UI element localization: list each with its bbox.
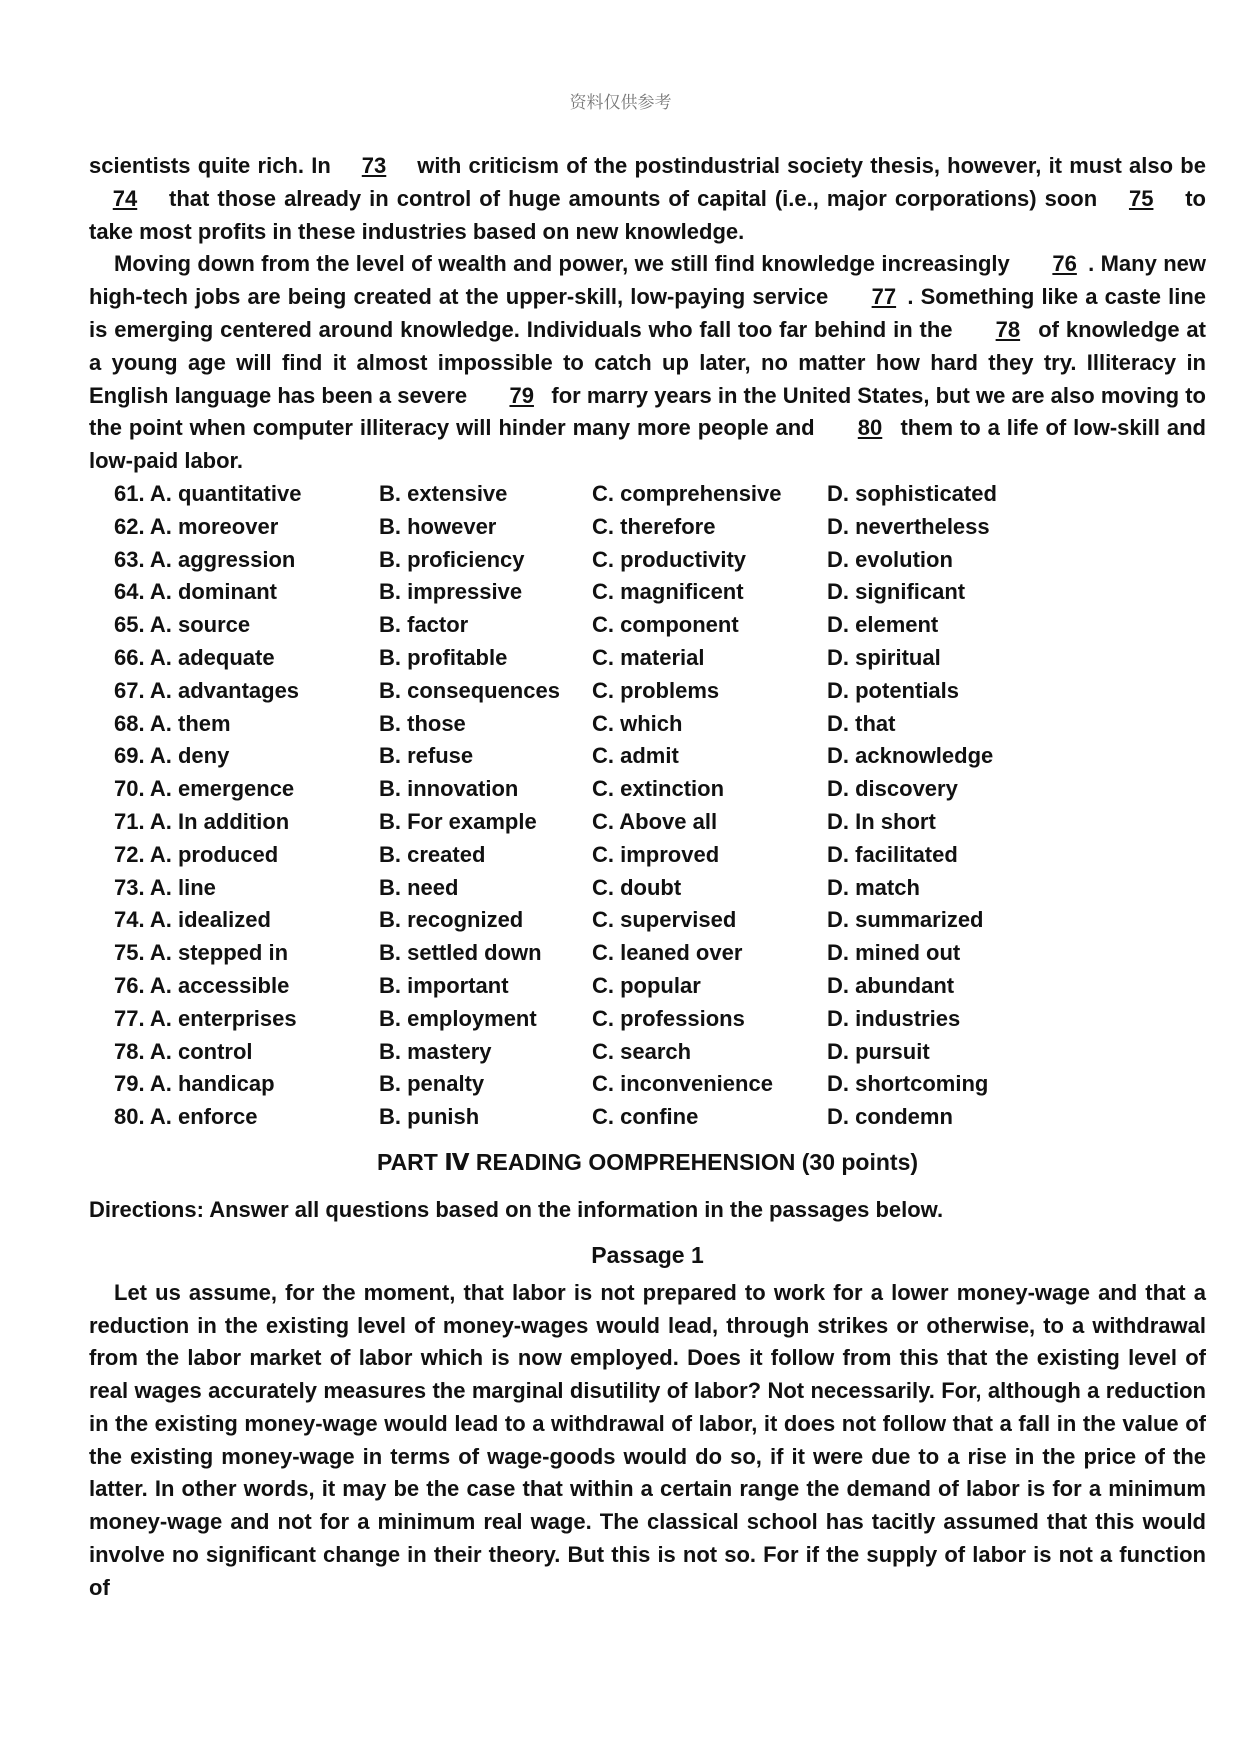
option-d: D. match (827, 874, 920, 900)
blank-75: 75 (1128, 185, 1154, 211)
option-b: B. innovation (379, 776, 519, 802)
option-b: B. settled down (379, 940, 542, 966)
text-segment: that those already in control of huge amounts of capital (i.e., major corporations) soon (161, 185, 1106, 211)
text-segment: . Many new high-tech jobs are being created at the upper-skill, low-paying service (89, 251, 1207, 310)
option-c: C. therefore (592, 513, 716, 539)
option-b: B. proficiency (379, 546, 525, 572)
option-row (89, 970, 1206, 1003)
option-a: 66. A. adequate (114, 644, 275, 670)
option-a: 75. A. stepped in (114, 940, 289, 966)
option-row (89, 1101, 1206, 1134)
directions: Directions: Answer all questions based on the information in the passages below. (89, 1196, 944, 1222)
option-d: D. nevertheless (827, 513, 990, 539)
option-d: D. evolution (827, 546, 953, 572)
option-a: 72. A. produced (114, 841, 279, 867)
option-c: C. confine (592, 1104, 699, 1130)
option-a: 77. A. enterprises (114, 1005, 297, 1031)
option-c: C. component (592, 612, 739, 638)
option-d: D. condemn (827, 1104, 953, 1130)
option-c: C. comprehensive (592, 480, 782, 506)
option-row (89, 642, 1206, 675)
option-d: D. shortcoming (827, 1071, 989, 1097)
option-a: 73. A. line (114, 874, 216, 900)
option-b: B. consequences (379, 677, 560, 703)
option-c: C. improved (592, 841, 720, 867)
option-a: 67. A. advantages (114, 677, 300, 703)
option-a: 71. A. In addition (114, 808, 290, 834)
option-a: 62. A. moreover (114, 513, 279, 539)
option-c: C. extinction (592, 776, 725, 802)
option-row (89, 1003, 1206, 1036)
option-a: 76. A. accessible (114, 972, 290, 998)
option-d: D. In short (827, 808, 936, 834)
blank-76: 76 (1052, 251, 1077, 277)
option-d: D. abundant (827, 972, 955, 998)
option-c: C. problems (592, 677, 720, 703)
option-d: D. significant (827, 579, 966, 605)
option-a: 74. A. idealized (114, 907, 271, 933)
text-segment: scientists quite rich. In (89, 153, 339, 178)
option-row (89, 675, 1206, 708)
option-row (89, 576, 1206, 609)
option-row (89, 609, 1206, 642)
option-d: D. industries (827, 1005, 961, 1031)
text-segment: . Something like a caste line is emerging centered around knowledge. Individuals who fall too far behind in the (89, 284, 1206, 342)
option-c: C. popular (592, 972, 701, 998)
option-b: B. punish (379, 1104, 480, 1130)
option-c: C. productivity (592, 546, 747, 572)
option-c: C. professions (592, 1005, 745, 1031)
option-row (89, 806, 1206, 839)
option-row (89, 544, 1206, 577)
option-b: B. mastery (379, 1038, 492, 1064)
cloze-paragraph-1 (89, 150, 1206, 248)
passage-paragraph: Let us assume, for the moment, that labor is not prepared to work for a lower money-wage and that a reduction in the existing level of money-wages would lead, through strikes or otherwise, to a withdrawal from the labor market of labor which is now employed. Does it follow from this that the existing level of real wages accurately measures the marginal disutility of labor? Not necessarily. For, although a reduction in the existing money-wage would lead to a withdrawal of labor, it does not follow that a fall in the value of the existing money-wage in terms of wage-goods would do so, if it were due to a rise in the price of the latter. In other words, it may be the case that within a certain range the demand of labor is for a minimum money-wage and not for a minimum real wage. The classical school has tacitly assumed that this would involve no significant change in their theory. But this is not so. For if the supply of labor is not a function of (89, 1279, 1206, 1600)
option-row (89, 708, 1206, 741)
option-b: B. For example (379, 808, 537, 834)
option-d: D. pursuit (827, 1038, 930, 1064)
blank-79: 79 (509, 382, 534, 408)
blank-80: 80 (857, 415, 883, 441)
option-d: D. element (827, 612, 939, 638)
option-row (89, 1068, 1206, 1101)
option-c: C. doubt (592, 874, 682, 900)
option-row (89, 904, 1206, 937)
blank-73: 73 (361, 153, 387, 178)
text-segment: them to a life of low-skill and low-paid labor. (89, 415, 1206, 474)
option-row (89, 872, 1206, 905)
option-d: D. summarized (827, 907, 984, 933)
option-row (89, 839, 1206, 872)
option-c: C. search (592, 1038, 692, 1064)
blank-78: 78 (995, 316, 1021, 342)
option-d: D. acknowledge (827, 743, 994, 769)
document-body (89, 150, 1206, 1605)
option-d: D. sophisticated (827, 480, 997, 506)
blank-77: 77 (871, 284, 897, 310)
option-row (89, 1036, 1206, 1069)
option-c: C. magnificent (592, 579, 744, 605)
option-row (89, 740, 1206, 773)
option-b: B. refuse (379, 743, 474, 769)
option-d: D. spiritual (827, 644, 941, 670)
cloze-paragraph-2 (89, 248, 1206, 478)
blank-74: 74 (112, 185, 138, 211)
option-c: C. supervised (592, 907, 737, 933)
option-d: D. facilitated (827, 841, 958, 867)
option-b: B. however (379, 513, 497, 539)
page-header: 资料仅供参考 (569, 93, 672, 113)
option-a: 61. A. quantitative (114, 480, 302, 506)
option-b: B. employment (379, 1005, 537, 1031)
option-b: B. created (379, 841, 486, 867)
text-segment: of knowledge at a young age will find it almost impossible to catch up later, no matter how hard they try. Illiteracy in English language has been a severe (89, 316, 1206, 408)
option-a: 63. A. aggression (114, 546, 296, 572)
text-segment: to take most profits in these industries based on new knowledge. (89, 185, 1206, 244)
part-title: PART Ⅳ READING OOMPREHENSION (30 points) (376, 1148, 919, 1175)
option-b: B. factor (379, 612, 469, 638)
option-row (89, 478, 1206, 511)
answer-options (89, 478, 1206, 1134)
option-b: B. extensive (379, 480, 508, 506)
option-b: B. need (379, 874, 459, 900)
passage-title: Passage 1 (591, 1241, 704, 1268)
option-b: B. recognized (379, 907, 524, 933)
option-d: D. mined out (827, 940, 961, 966)
option-c: C. Above all (592, 808, 718, 834)
option-d: D. that (827, 710, 896, 736)
option-a: 78. A. control (114, 1038, 253, 1064)
option-c: C. leaned over (592, 940, 743, 966)
option-a: 69. A. deny (114, 743, 230, 769)
option-d: D. discovery (827, 776, 958, 802)
text-segment: Moving down from the level of wealth and power, we still find knowledge increasingly (114, 251, 1017, 277)
option-d: D. potentials (827, 677, 960, 703)
option-b: B. impressive (379, 579, 523, 605)
option-a: 68. A. them (114, 710, 231, 736)
option-row (89, 511, 1206, 544)
option-a: 70. A. emergence (114, 776, 295, 802)
option-b: B. those (379, 710, 466, 736)
option-a: 65. A. source (114, 612, 251, 638)
text-segment: for marry years in the United States, but we are also moving to the point when computer illiteracy will hinder many more people and (89, 382, 1206, 441)
option-c: C. material (592, 644, 705, 670)
option-row (89, 773, 1206, 806)
option-c: C. inconvenience (592, 1071, 773, 1097)
option-a: 80. A. enforce (114, 1104, 258, 1130)
option-row (89, 937, 1206, 970)
option-b: B. important (379, 972, 509, 998)
option-c: C. which (592, 710, 683, 736)
option-a: 79. A. handicap (114, 1071, 275, 1097)
option-c: C. admit (592, 743, 679, 769)
option-a: 64. A. dominant (114, 579, 277, 605)
option-b: B. penalty (379, 1071, 485, 1097)
text-segment: with criticism of the postindustrial society thesis, however, it must also be (410, 153, 1206, 178)
option-b: B. profitable (379, 644, 508, 670)
